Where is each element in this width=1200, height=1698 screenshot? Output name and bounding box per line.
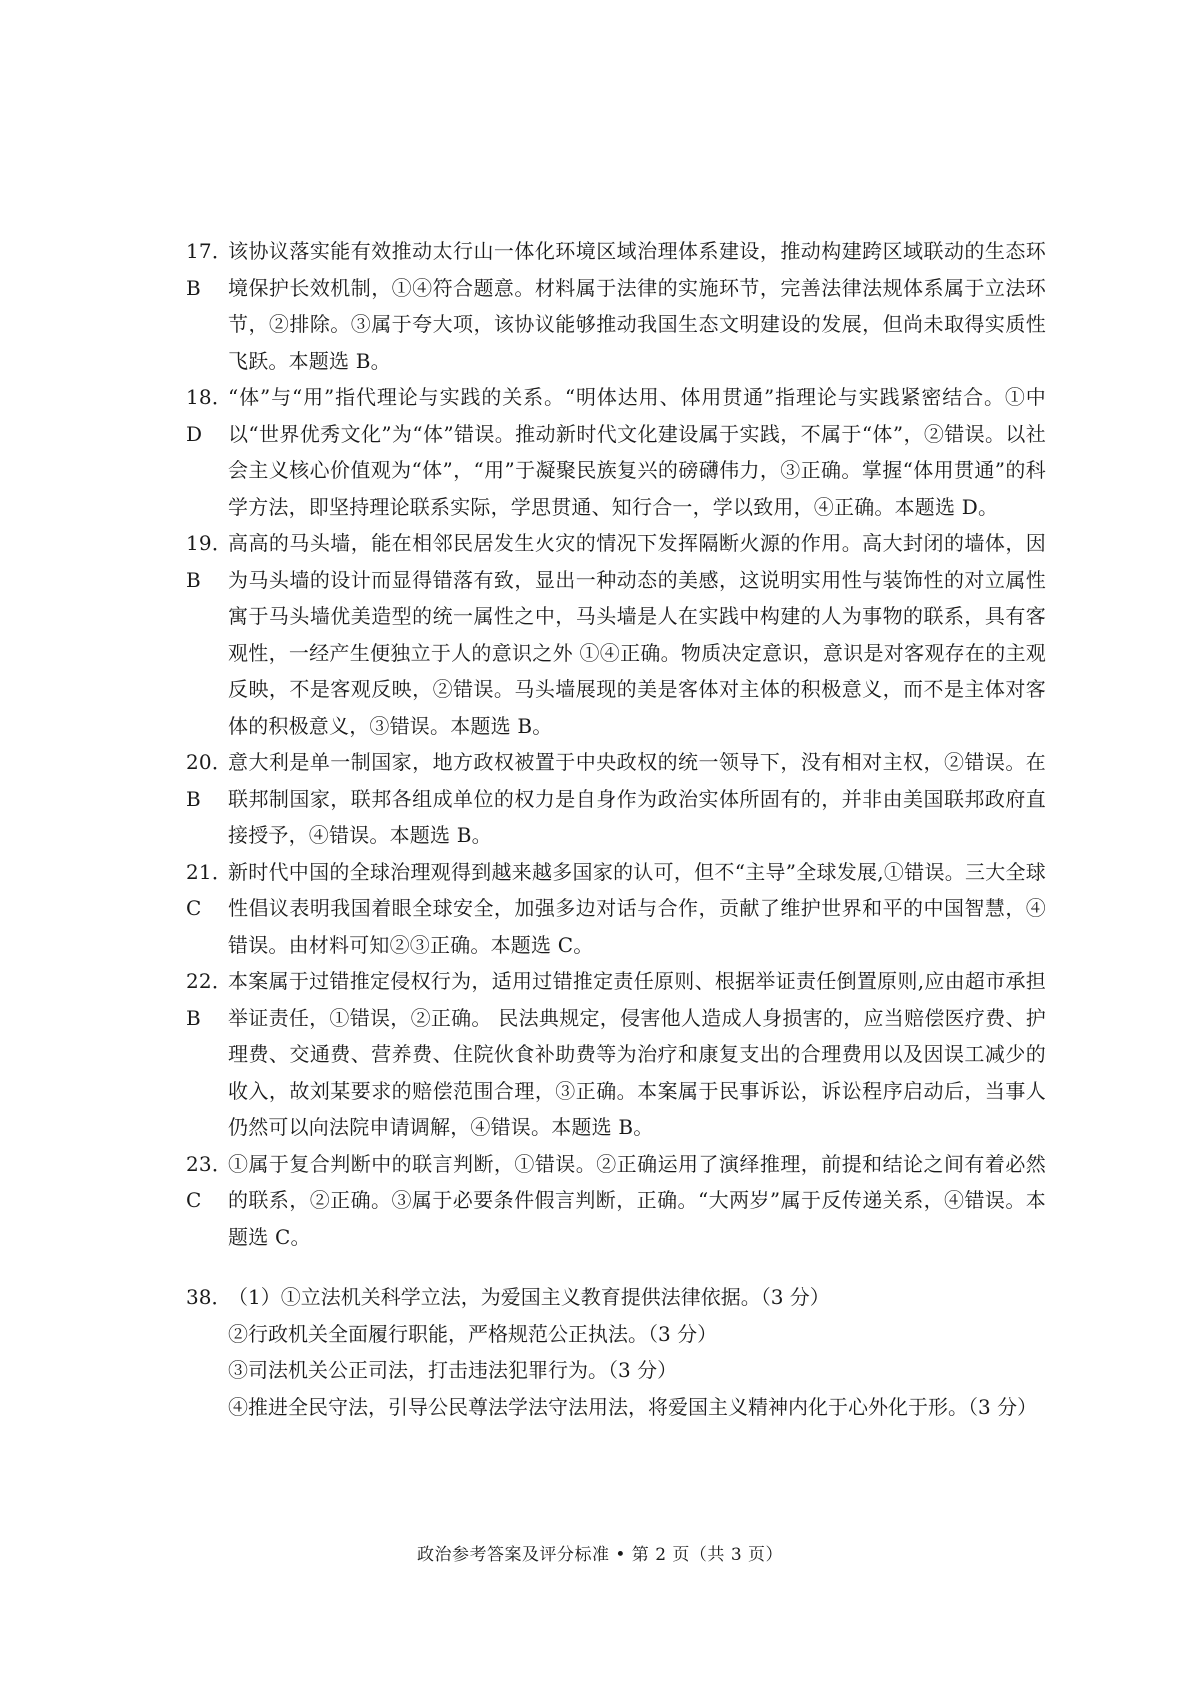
- answer-number: 18．D: [186, 385, 233, 446]
- answer-explanation: 本案属于过错推定侵权行为，适用过错推定责任原则、根据举证责任倒置原则,应由超市承担举证责任，①错误，②正确。 民法典规定，侵害他人造成人身损害的，应当赔偿医疗费、护理费、交通费、营养费、住院伙食补助费等为治疗和康复支出的合理费用以及因误工减少的收入，故刘某要求的赔偿范围合理，③正确。本案属于民事诉讼，诉讼程序启动后，当事人仍然可以向法院申请调解，④错误。本题选 B。: [228, 969, 1046, 1139]
- answer-20: [186, 744, 1046, 854]
- answer-explanation: 高高的马头墙，能在相邻民居发生火灾的情况下发挥隔断火源的作用。高大封闭的墙体，因为马头墙的设计而显得错落有致，显出一种动态的美感，这说明实用性与装饰性的对立属性寓于马头墙优美造型的统一属性之中，马头墙是人在实践中构建的人为事物的联系，具有客观性，一经产生便独立于人的意识之外 ①④正确。物质决定意识，意识是对客观存在的主观反映，不是客观反映，②错误。马头墙展现的美是客体对主体的积极意义，而不是主体对客体的积极意义，③错误。本题选 B。: [228, 531, 1046, 738]
- answer-17: [186, 233, 1046, 379]
- answer-38: [186, 1279, 1046, 1425]
- answer-23: [186, 1146, 1046, 1256]
- answer-number: 20．B: [186, 750, 233, 811]
- answer-explanation: 意大利是单一制国家，地方政权被置于中央政权的统一领导下，没有相对主权，②错误。在联邦制国家，联邦各组成单位的权力是自身作为政治实体所固有的，并非由美国联邦政府直接授予，④错误。本题选 B。: [228, 750, 1046, 847]
- answer-explanation: 该协议落实能有效推动太行山一体化环境区域治理体系建设，推动构建跨区域联动的生态环境保护长效机制，①④符合题意。材料属于法律的实施环节，完善法律法规体系属于立法环节，②排除。③属于夸大项，该协议能够推动我国生态文明建设的发展，但尚未取得实质性飞跃。本题选 B。: [228, 239, 1046, 373]
- answer-18: [186, 379, 1046, 525]
- answer-number: 19．B: [186, 531, 233, 592]
- answer-content: [186, 233, 1046, 1425]
- answer-38-line-1: （1）①立法机关科学立法，为爱国主义教育提供法律依据。（3 分）: [228, 1285, 830, 1309]
- answer-explanation: 新时代中国的全球治理观得到越来越多国家的认可，但不“主导”全球发展,①错误。三大全球性倡议表明我国着眼全球安全，加强多边对话与合作，贡献了维护世界和平的中国智慧，④错误。由材料可知②③正确。本题选 C。: [228, 859, 1046, 957]
- answer-38-line-3: ③司法机关公正司法，打击违法犯罪行为。（3 分）: [228, 1358, 678, 1382]
- answer-number: 23．C: [186, 1151, 233, 1212]
- section-spacer: [186, 1255, 1046, 1279]
- answer-19: [186, 525, 1046, 744]
- answer-38-line-4: ④推进全民守法，引导公民尊法学法守法用法，将爱国主义精神内化于心外化于形。（3 分）: [228, 1394, 1038, 1419]
- answer-number: 17．B: [186, 239, 233, 300]
- answer-explanation: “体”与“用”指代理论与实践的关系。“明体达用、体用贯通”指理论与实践紧密结合。①中以“世界优秀文化”为“体”错误。推动新时代文化建设属于实践，不属于“体”，②错误。以社会主义核心价值观为“体”，“用”于凝聚民族复兴的磅礴伟力，③正确。掌握“体用贯通”的科学方法，即坚持理论联系实际，学思贯通、知行合一，学以致用，④正确。本题选 D。: [228, 385, 1046, 519]
- answer-21: [186, 854, 1046, 964]
- answer-number: 21．C: [186, 859, 233, 920]
- answer-explanation: ①属于复合判断中的联言判断，①错误。②正确运用了演绎推理，前提和结论之间有着必然的联系，②正确。③属于必要条件假言判断，正确。“大两岁”属于反传递关系，④错误。本题选 C。: [228, 1151, 1046, 1249]
- answer-22: [186, 963, 1046, 1146]
- answer-number: 22．B: [186, 969, 233, 1030]
- page-footer: 政治参考答案及评分标准 • 第 2 页（共 3 页）: [416, 1545, 784, 1565]
- answer-38-line-2: ②行政机关全面履行职能，严格规范公正执法。（3 分）: [228, 1321, 718, 1346]
- answer-number: 38．: [186, 1285, 232, 1309]
